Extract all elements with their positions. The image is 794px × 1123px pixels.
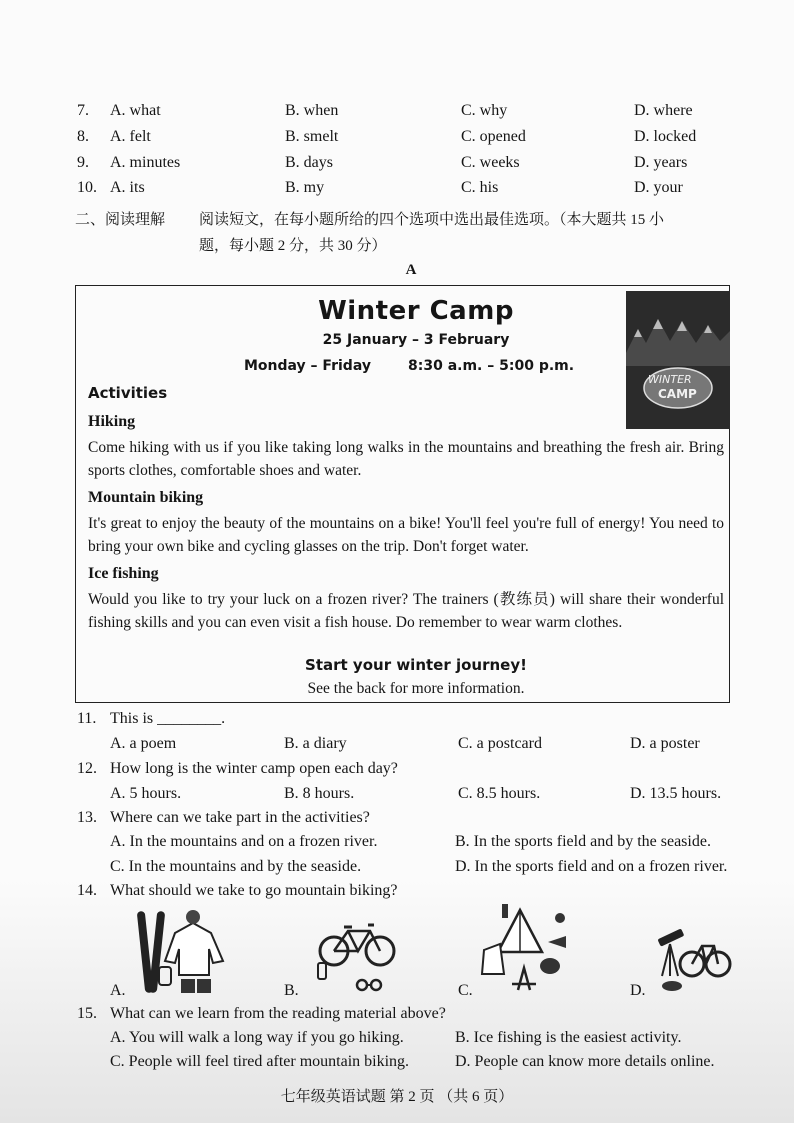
page-footer: 七年级英语试题 第 2 页 （共 6 页） [280,1089,514,1105]
option-a: A. In the mountains and on a frozen river. [110,833,378,850]
question-number: 10. [77,179,97,196]
section-instruction-cont: 题，每小题 2 分，共 30 分） [199,238,387,254]
question-10-options [0,179,794,201]
option-c: C. People will feel tired after mountain biking. [110,1053,410,1070]
section-instruction: 阅读短文，在每小题所给的四个选项中选出最佳选项。（本大题共 15 小 [199,212,665,228]
question-number: 8. [77,128,89,145]
option-d: D. where [634,102,693,119]
option-c: C. a postcard [458,735,542,752]
option-a: A. minutes [110,154,181,171]
winter-camp-image [626,291,730,429]
question-9-options [0,154,794,176]
question-7-options [0,102,794,124]
skis-and-jacket-icon [135,905,235,1005]
image-text-winter: WINTER [648,373,692,386]
biking-text: It's great to enjoy the beauty of the mountains on a bike! You'll feel you're full of energy! You need to bring your own bike and cycling glasses on the trip. Don't forget water. [88,515,724,555]
question-8-options [0,128,794,150]
option-b: B. when [285,102,339,119]
poster-title: Winter Camp [318,296,514,326]
option-d: D. 13.5 hours. [630,785,722,802]
option-c: C. weeks [461,154,520,171]
option-a: A. its [110,179,145,196]
activities-label: Activities [88,384,168,402]
fishing-heading: Ice fishing [88,565,159,582]
question-stem: This is ________. [110,710,226,727]
biking-heading: Mountain biking [88,489,204,506]
image-text-camp: CAMP [658,387,697,401]
poster-cta: Start your winter journey! [305,656,527,674]
question-stem: What can we learn from the reading material above? [110,1005,446,1022]
bike-and-glasses-icon [312,915,402,1000]
telescope-and-bike-icon [652,922,732,1002]
option-d: D. People can know more details online. [455,1053,715,1070]
option-c: C. his [461,179,499,196]
poster-box [75,285,730,703]
question-stem: How long is the winter camp open each day? [110,760,398,777]
option-c: C. opened [461,128,526,145]
fishing-text: Would you like to try your luck on a frozen river? The trainers (教练员) will share their wonderful fishing skills and you can even visit a fish house. Do remember to wear warm clothes. [88,591,724,631]
option-b: B. my [285,179,325,196]
question-stem: What should we take to go mountain biking? [110,882,398,899]
option-a: A. a poem [110,735,177,752]
option-b: B. smelt [285,128,339,145]
option-c: C. In the mountains and by the seaside. [110,858,362,875]
option-d: D. locked [634,128,697,145]
poster-dates: 25 January – 3 February [322,332,510,348]
question-number: 12. [77,760,97,777]
option-a: A. You will walk a long way if you go hiking. [110,1029,404,1046]
option-a: A. what [110,102,161,119]
option-a: A. felt [110,128,151,145]
option-b: B. [284,982,299,999]
option-b: B. In the sports field and by the seaside. [455,833,711,850]
option-c: C. 8.5 hours. [458,785,541,802]
option-d: D. [630,982,646,999]
section-label: 二、阅读理解 [75,212,166,228]
poster-days: Monday – Friday [244,358,371,374]
option-d: D. In the sports field and on a frozen river. [455,858,728,875]
hiking-text: Come hiking with us if you like taking long walks in the mountains and breathing the fresh air. Bring sports clothes, comfortable shoes and water. [88,439,724,479]
option-b: B. days [285,154,333,171]
option-b: B. 8 hours. [284,785,355,802]
camping-gear-icon [478,902,573,1002]
option-a: A. 5 hours. [110,785,182,802]
option-d: D. your [634,179,683,196]
poster-back-note: See the back for more information. [307,680,525,697]
option-d: D. a poster [630,735,700,752]
question-number: 15. [77,1005,97,1022]
question-number: 14. [77,882,97,899]
option-b: B. a diary [284,735,347,752]
question-number: 9. [77,154,89,171]
option-c: C. [458,982,473,999]
option-a: A. [110,982,126,999]
option-d: D. years [634,154,688,171]
option-c: C. why [461,102,508,119]
question-stem: Where can we take part in the activities? [110,809,370,826]
question-number: 7. [77,102,89,119]
hiking-heading: Hiking [88,413,136,430]
passage-letter: A [405,262,417,278]
option-b: B. Ice fishing is the easiest activity. [455,1029,682,1046]
question-number: 13. [77,809,97,826]
poster-hours: 8:30 a.m. – 5:00 p.m. [408,358,575,374]
question-number: 11. [77,710,97,727]
